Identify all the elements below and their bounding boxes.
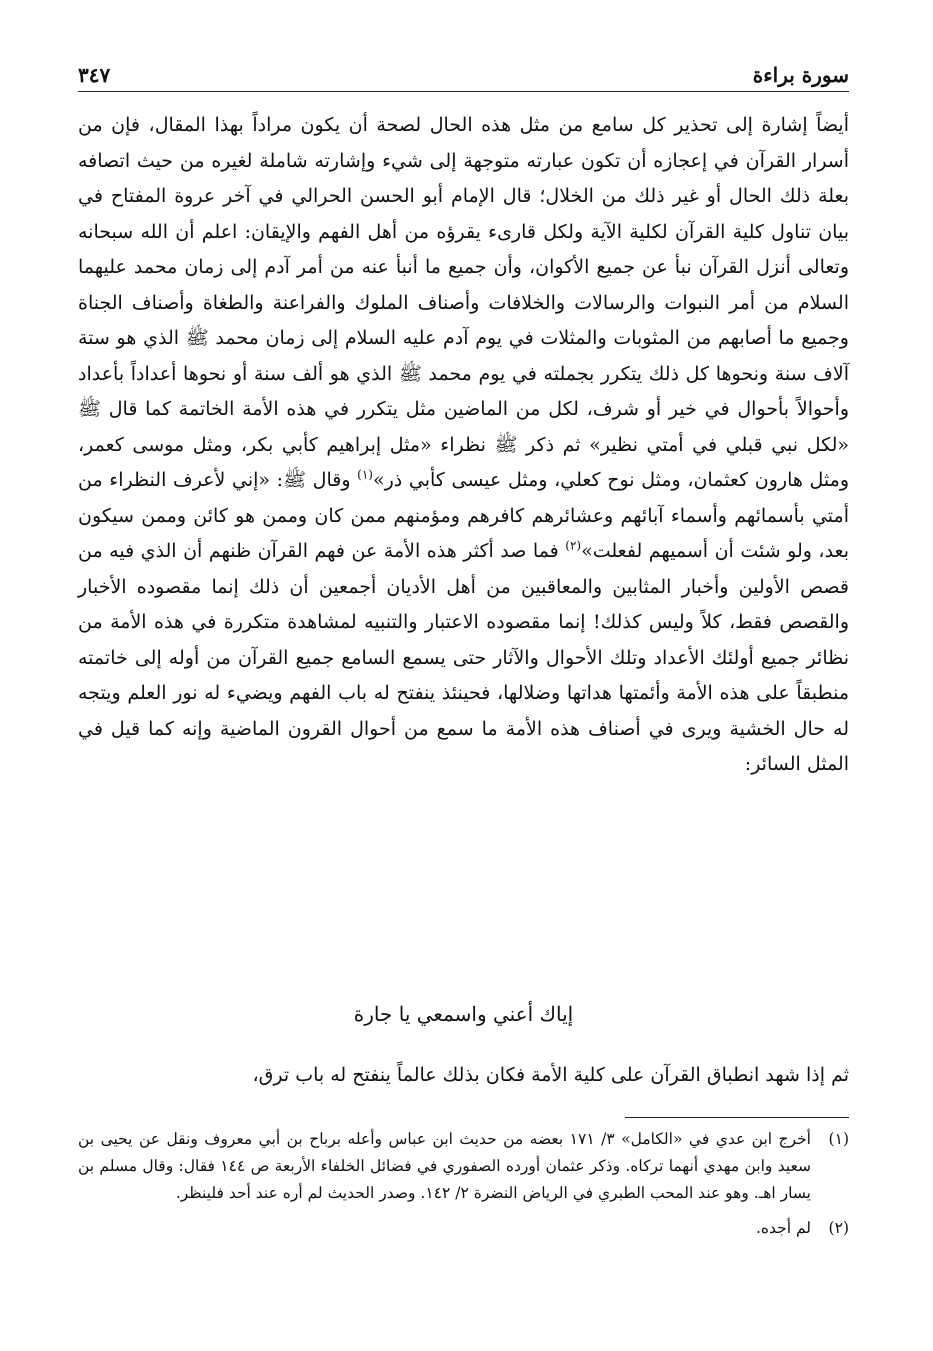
continuation-text: ثم إذا شهد انطباق القرآن على كلية الأمة فكان بذلك عالماً ينفتح له باب ترق،: [252, 1064, 849, 1086]
paragraph-part-3: فما صد أكثر هذه الأمة عن فهم القرآن ظنهم أن الذي فيه من قصص الأولين وأخبار المثابين والمعاقبين من أهل الأديان أجمعين أن ذلك إنما مقصوده الأخبار والقصص فقط، كلاً وليس كذلك! إنما مقصوده الاعتبار والتنبيه لمشاهدة متكررة في هذه الأمة من نظائر جميع أولئك الأعداد وتلك الأحوال والآثار حتى يسمع السامع جميع القرآن من أوله إلى خاتمته منطبقاً على هذه الأمة وأئمتها هداتها وضلالها، فحينئذ ينفتح له باب الفهم ويضيء له نور العلم ويتجه له حال الخشية ويرى في أصناف هذه الأمة ما سمع من أحوال القرون الماضية وإنه كما قيل في المثل السائر:: [78, 540, 849, 775]
footnote-text: لم أجده.: [755, 1219, 811, 1237]
main-text: [78, 108, 849, 783]
running-header: [78, 58, 849, 92]
footnote-separator: [625, 1117, 849, 1118]
footnote-ref-2[interactable]: (٢): [565, 538, 582, 553]
footnote-1: [78, 1126, 849, 1207]
footnote-ref-1[interactable]: (١): [357, 467, 373, 482]
page-number: ٣٤٧: [78, 63, 111, 87]
footnote-number: (١): [828, 1130, 849, 1148]
footnotes: [78, 1126, 849, 1242]
paragraph-part-1: أيضاً إشارة إلى تحذير كل سامع من مثل هذه الحال لصحة أن يكون مراداً بهذا المقال، فإن من أسرار القرآن في إعجازه أن تكون عبارته متوجهة إلى شيء وإشارته شاملة لغيره من حيث اتصافه بعلة ذلك الحال أو غير ذلك من الخلال؛ قال الإمام أبو الحسن الحرالي في آخر عروة المفتاح في بيان تناول كلية القرآن لكلية الآية ولكل قارىء يقرؤه من أهل الفهم والإيقان: اعلم أن الله سبحانه وتعالى أنزل القرآن نبأ عن جميع الأكوان، وأن جميع ما أنبأ عنه من أمر آدم إلى زمان محمد عليهما السلام من أمر النبوات والرسالات والخلافات وأصناف الملوك والفراعنة والطغاة وأصناف الجناة وجميع ما أصابهم من المثوبات والمثلات في يوم آدم عليه السلام إلى زمان محمد ﷺ الذي هو ستة آلاف سنة ونحوها كل ذلك يتكرر بجملته في يوم محمد ﷺ الذي هو ألف سنة أو نحوها أعداداً بأعداد وأحوالاً بأحوال في خير أو شرف، لكل من الماضين مثل يتكرر في هذه الأمة الخاتمة كما قال ﷺ «لكل نبي قبلي في أمتي نظير» ثم ذكر ﷺ نظراء «مثل إبراهيم كأبي بكر، ومثل موسى كعمر، ومثل هارون كعثمان، ومثل نوح كعلي، ومثل عيسى كأبي ذر»: [78, 114, 849, 491]
footnote-number: (٢): [828, 1219, 849, 1237]
footnote-2: [78, 1215, 849, 1242]
main-paragraph: [78, 108, 849, 783]
surah-title: سورة براءة: [752, 63, 849, 87]
paragraph-part-2: وقال ﷺ: «إني لأعرف النظراء من أمتي بأسمائهم وأسماء آبائهم وعشائرهم كافرهم ومؤمنهم ممن كان وممن هو كائن وممن سيكون بعد، ولو شئت أن أسميهم لفعلت»: [78, 469, 849, 562]
poetry-verse: إياك أعني واسمعي يا جارة: [353, 1002, 574, 1026]
footnote-text: أخرج ابن عدي في «الكامل» ٣/ ١٧١ بعضه من حديث ابن عباس وأعله برباح بن أبي معروف ونقل عن يحيى بن سعيد وابن مهدي أنهما تركاه. وذكر عثمان أورده الصفوري في فضائل الخلفاء الأربعة ص ١٤٤ فقال: وقال مسلم بن يسار اهـ. وهو عند المحب الطبري في الرياض النضرة ٢/ ١٤٢. وصدر الحديث لم أره عند أحد فلينظر.: [78, 1130, 811, 1202]
